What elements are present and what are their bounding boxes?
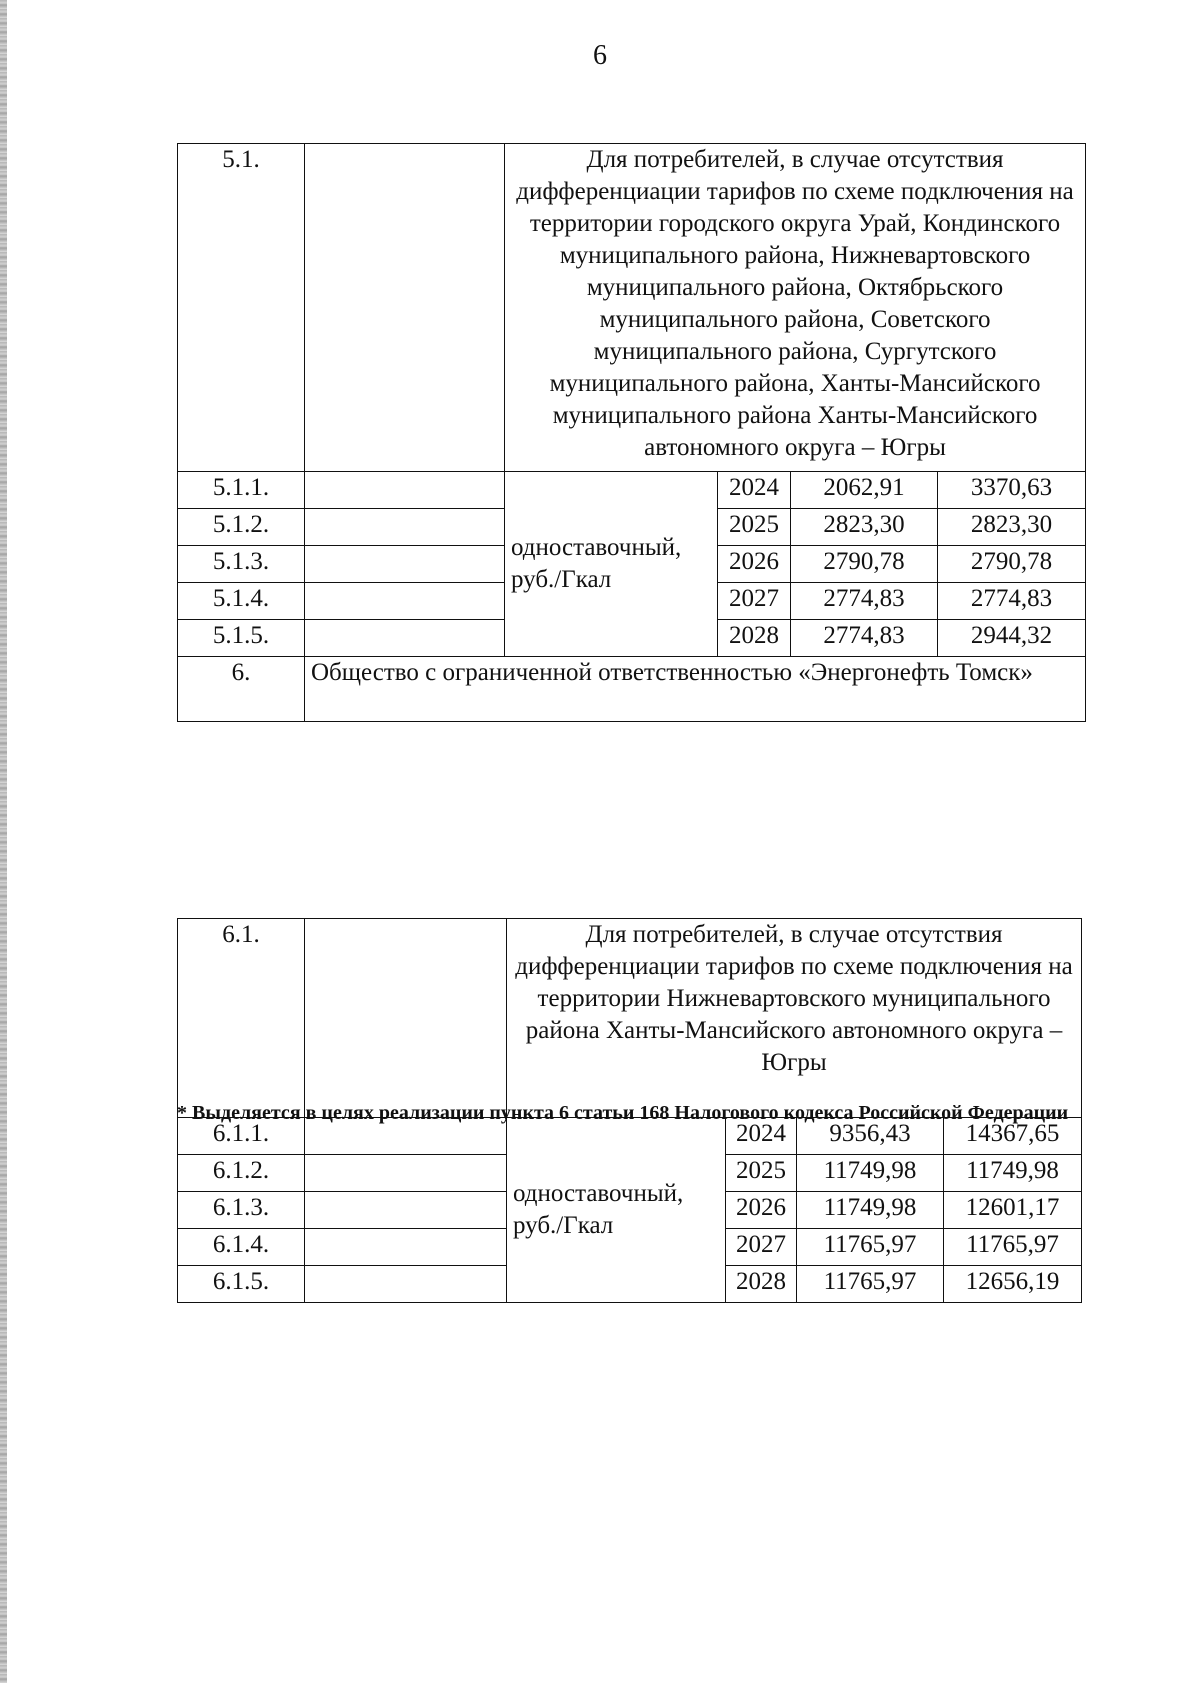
consumer-description: Для потребителей, в случае отсутствия дифференциации тарифов по схеме подключения на территории Нижневартовского муниципального района Ханты-Мансийского автономного округа – Югры	[507, 919, 1082, 1118]
tariff-table-section-5	[177, 143, 1086, 722]
tariff-value: 2774,83	[791, 620, 938, 657]
year-cell: 2026	[718, 546, 791, 583]
tariff-value-vat: 12656,19	[944, 1266, 1082, 1303]
tariff-value-vat: 3370,63	[938, 472, 1086, 509]
blank-cell	[305, 1192, 507, 1229]
year-cell: 2024	[718, 472, 791, 509]
year-cell: 2027	[718, 583, 791, 620]
tariff-value-vat: 2944,32	[938, 620, 1086, 657]
row-number: 6.1.5.	[178, 1266, 305, 1303]
tariff-value: 2062,91	[791, 472, 938, 509]
tariff-value: 9356,43	[797, 1118, 944, 1155]
tariff-value-vat: 2774,83	[938, 583, 1086, 620]
blank-cell	[305, 919, 507, 1118]
organization-name: Общество с ограниченной ответственностью «Энергонефть Томск»	[305, 657, 1086, 722]
year-cell: 2025	[726, 1155, 797, 1192]
tariff-value: 2823,30	[791, 509, 938, 546]
row-number: 6.	[178, 657, 305, 722]
consumer-description: Для потребителей, в случае отсутствия дифференциации тарифов по схеме подключения на территории городского округа Урай, Кондинского муниципального района, Нижневартовского муниципального района, Октябрьского муниципального района, Советского муниципального района, Сургутского муниципального района, Ханты-Мансийского муниципального района Ханты-Мансийского автономного округа – Югры	[505, 144, 1086, 472]
tariff-value: 2790,78	[791, 546, 938, 583]
row-number: 5.1.2.	[178, 509, 305, 546]
tariff-value-vat: 2790,78	[938, 546, 1086, 583]
table-row	[178, 919, 1082, 1118]
year-cell: 2024	[726, 1118, 797, 1155]
row-number: 5.1.3.	[178, 546, 305, 583]
tariff-value: 2774,83	[791, 583, 938, 620]
blank-cell	[305, 583, 505, 620]
blank-cell	[305, 1229, 507, 1266]
row-number: 6.1.3.	[178, 1192, 305, 1229]
blank-cell	[305, 546, 505, 583]
tariff-value: 11749,98	[797, 1192, 944, 1229]
tariff-value: 11765,97	[797, 1229, 944, 1266]
tariff-value-vat: 11765,97	[944, 1229, 1082, 1266]
tariff-type: одноставочный, руб./Гкал	[507, 1118, 726, 1303]
tariff-value: 11749,98	[797, 1155, 944, 1192]
row-number: 5.1.5.	[178, 620, 305, 657]
row-number: 6.1.4.	[178, 1229, 305, 1266]
blank-cell	[305, 144, 505, 472]
tariff-value-vat: 12601,17	[944, 1192, 1082, 1229]
year-cell: 2027	[726, 1229, 797, 1266]
row-number: 5.1.	[178, 144, 305, 472]
table-row	[178, 657, 1086, 722]
year-cell: 2026	[726, 1192, 797, 1229]
table-row	[178, 144, 1086, 472]
blank-cell	[305, 472, 505, 509]
blank-cell	[305, 620, 505, 657]
row-number: 6.1.1.	[178, 1118, 305, 1155]
row-number: 6.1.	[178, 919, 305, 1118]
blank-cell	[305, 509, 505, 546]
scan-edge	[0, 0, 7, 1683]
tariff-value-vat: 11749,98	[944, 1155, 1082, 1192]
tariff-value-vat: 14367,65	[944, 1118, 1082, 1155]
row-number: 6.1.2.	[178, 1155, 305, 1192]
year-cell: 2028	[726, 1266, 797, 1303]
blank-cell	[305, 1266, 507, 1303]
blank-cell	[305, 1155, 507, 1192]
tariff-type: одноставочный, руб./Гкал	[505, 472, 718, 657]
table-row	[178, 472, 1086, 509]
year-cell: 2025	[718, 509, 791, 546]
year-cell: 2028	[718, 620, 791, 657]
row-number: 5.1.1.	[178, 472, 305, 509]
footnote: * Выделяется в целях реализации пункта 6 статьи 168 Налогового кодекса Российской Федерации	[177, 1102, 1069, 1124]
row-number: 5.1.4.	[178, 583, 305, 620]
tariff-value-vat: 2823,30	[938, 509, 1086, 546]
page-number: 6	[593, 40, 607, 71]
tariff-value: 11765,97	[797, 1266, 944, 1303]
